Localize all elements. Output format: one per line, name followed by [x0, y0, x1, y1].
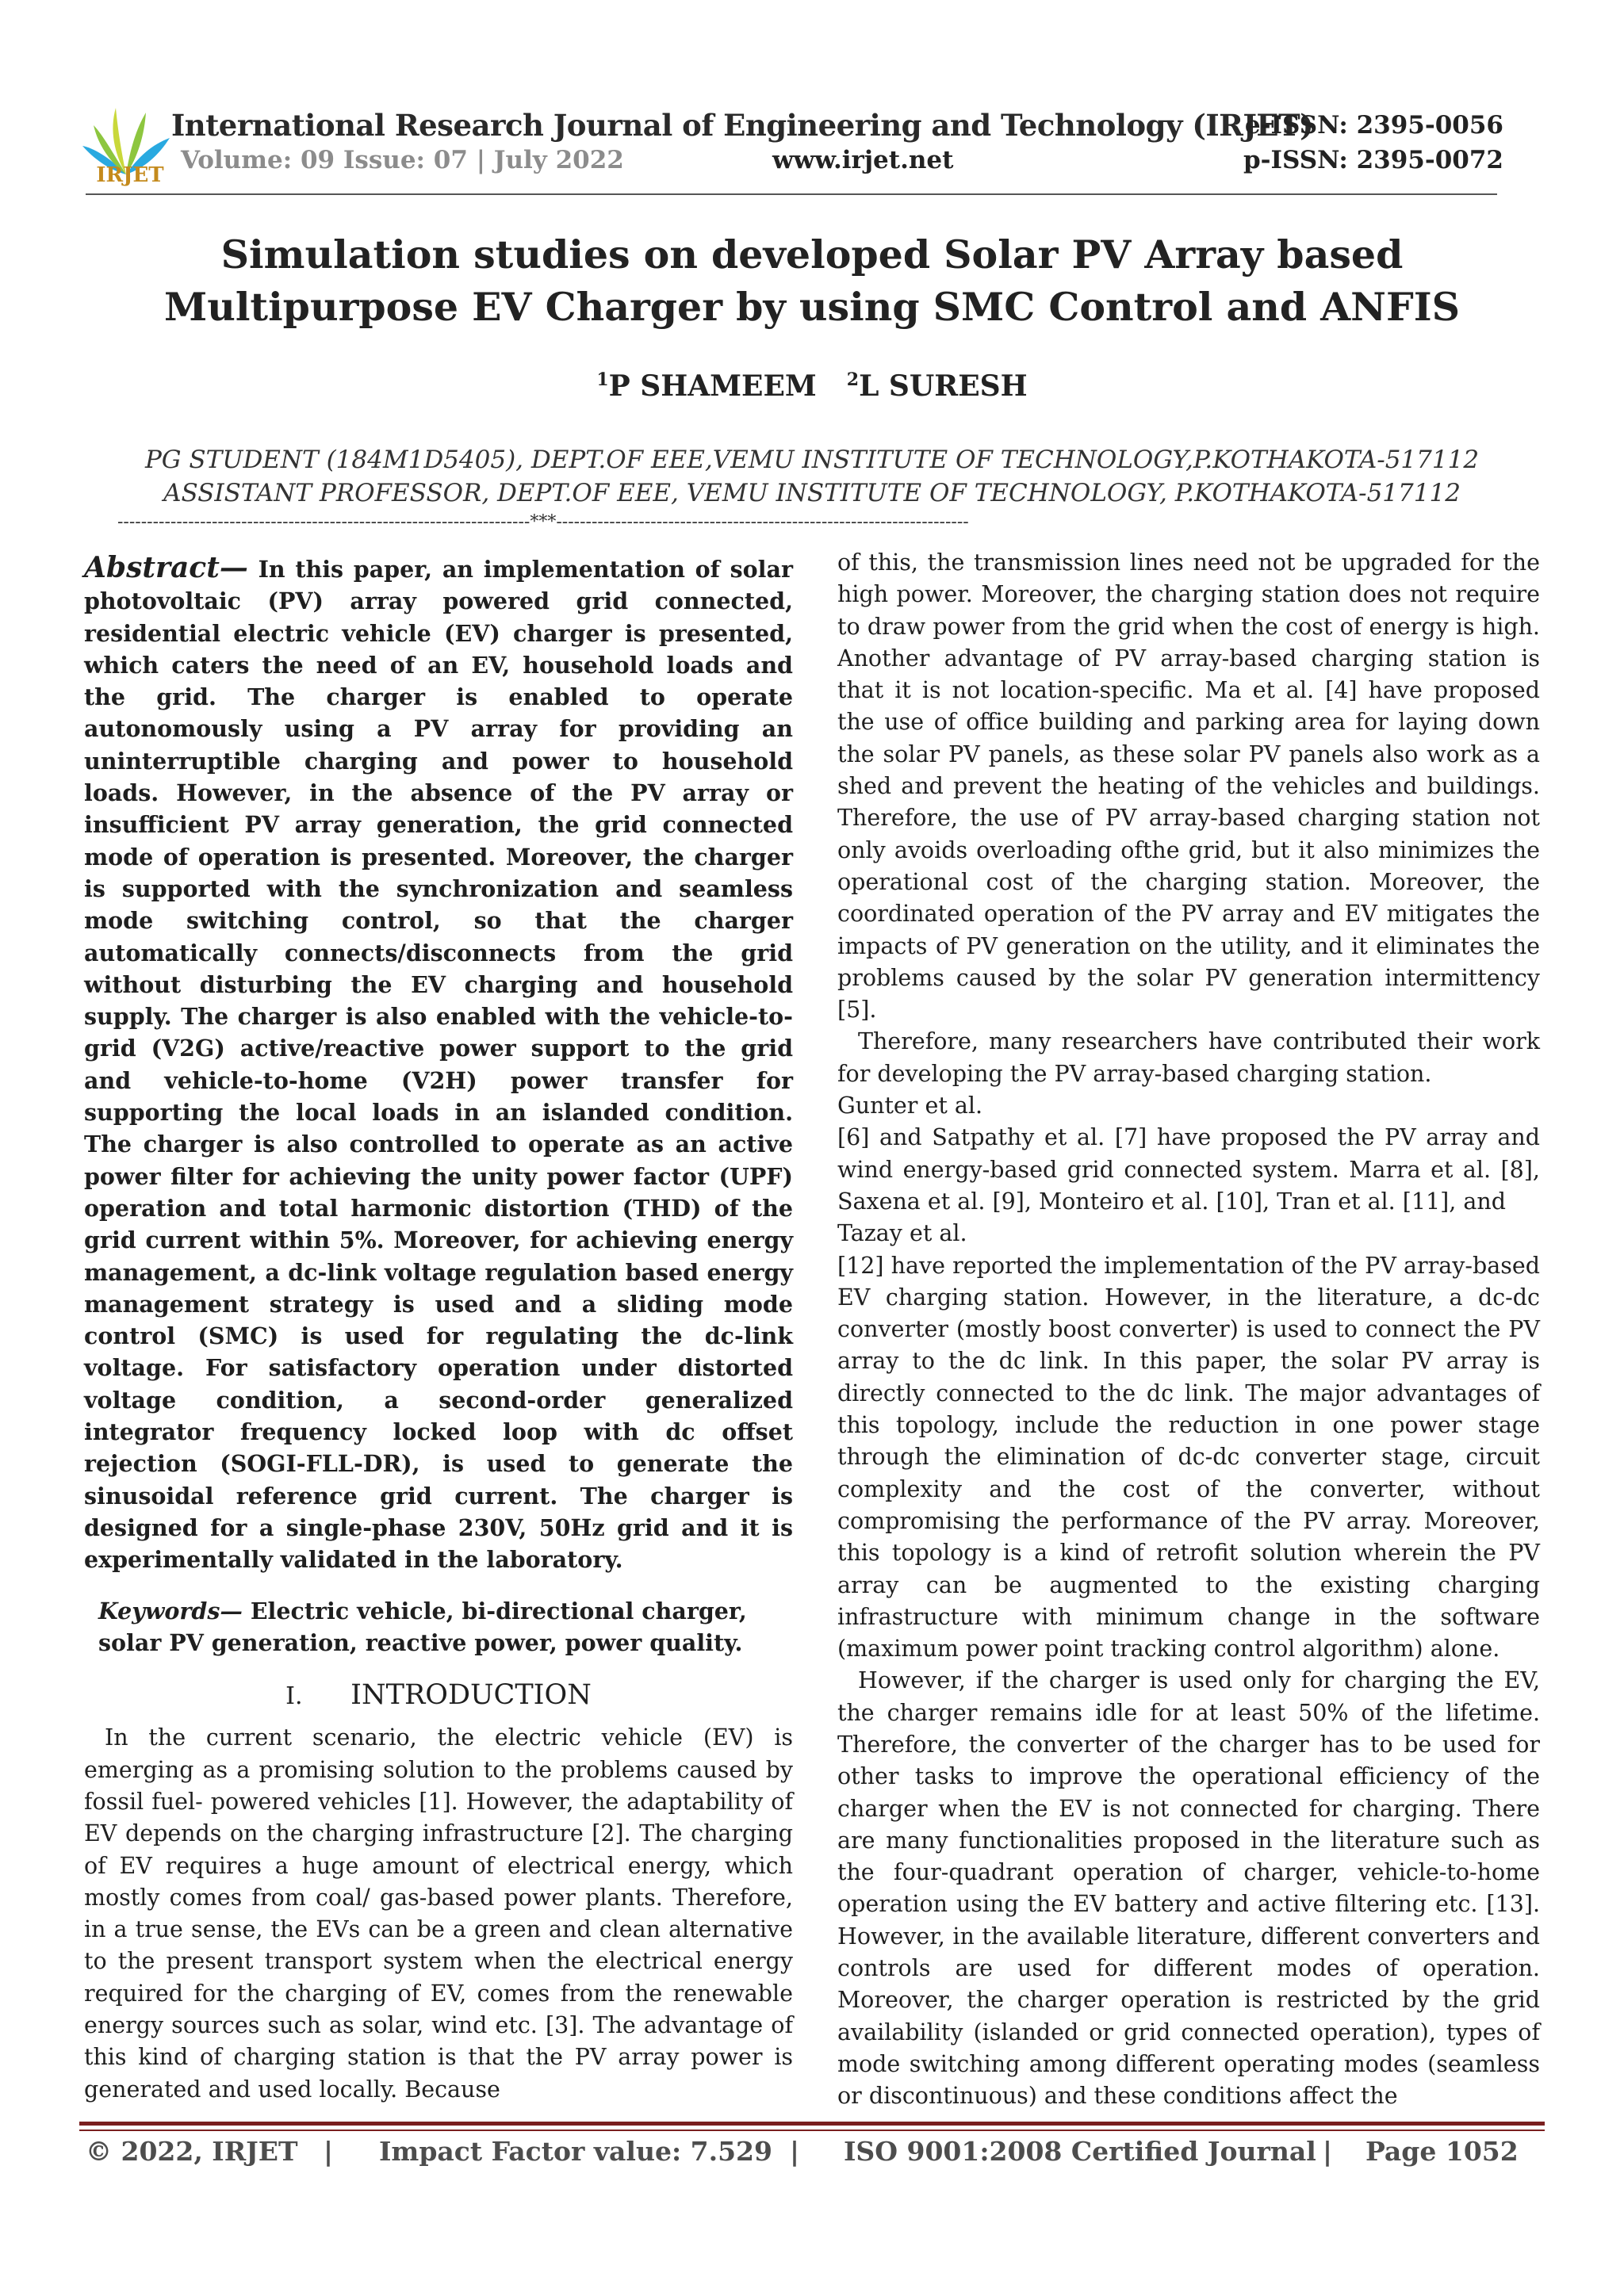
section-number: I.: [285, 1682, 303, 1711]
footer-separator: |: [790, 2136, 800, 2167]
volume-issue: Volume: 09 Issue: 07 | July 2022: [181, 146, 624, 174]
journal-name: International Research Journal of Engineering and Technology (IRJET): [171, 108, 1314, 143]
right-paragraph-2: Therefore, many researchers have contributed their work for developing the PV array-based charging station.: [837, 1028, 1540, 1087]
author-1: P SHAMEEM: [608, 369, 817, 403]
author1-number: 1: [596, 369, 609, 390]
footer-separator: |: [324, 2136, 334, 2167]
footer-separator: |: [1323, 2136, 1333, 2167]
keywords-label: Keywords—: [98, 1597, 243, 1624]
author-list: [0, 369, 1624, 403]
keywords-text: Electric vehicle, bi-directional charger, solar PV generation, reactive power, power quality.: [98, 1597, 747, 1656]
section-title: INTRODUCTION: [350, 1679, 592, 1712]
footer-rule-thin: [79, 2130, 1545, 2131]
footer-page-number: Page 1052: [1365, 2136, 1519, 2167]
header-divider: [86, 193, 1497, 195]
e-issn: e-ISSN: 2395-0056: [1244, 111, 1503, 140]
logo-text: IRJET: [96, 163, 164, 187]
footer-impact-factor: Impact Factor value: 7.529: [379, 2136, 772, 2167]
section-heading-introduction: [84, 1679, 793, 1712]
affiliation-2: ASSISTANT PROFESSOR, DEPT.OF EEE, VEMU INSTITUTE OF TECHNOLOGY, P.KOTHAKOTA-517112: [163, 479, 1461, 507]
title-line-1: Simulation studies on developed Solar PV Array based: [220, 232, 1404, 277]
author2-number: 2: [846, 369, 860, 390]
right-paragraph-2-end: Gunter et al.: [837, 1093, 983, 1119]
footer-rule-thick: [79, 2122, 1545, 2126]
right-paragraph-3-end: Tazay et al.: [837, 1220, 967, 1247]
title-line-2: Multipurpose EV Charger by using SMC Control and ANFIS: [163, 284, 1461, 330]
affiliation-1: PG STUDENT (184M1D5405), DEPT.OF EEE,VEMU INSTITUTE OF TECHNOLOGY,P.KOTHAKOTA-517112: [144, 446, 1480, 474]
abstract: [84, 552, 793, 1576]
abstract-text: In this paper, an implementation of solar photovoltaic (PV) array powered grid connected, residential electric vehicle (EV) charger is presented, which caters the need of an EV, household loads and the grid. The charger is enabled to operate autonomously using a PV array for providing an uninterruptible charging and power to household loads. However, in the absence of the PV array or insufficient PV array generation, the grid connected mode of operation is presented. Moreover, the charger is supported with the synchronization and seamless mode switching control, so that the charger automatically connects/disconnects from the grid without disturbing the EV charging and household supply. The charger is also enabled with the vehicle-to-grid (V2G) active/reactive power support to the grid and vehicle-to-home (V2H) power transfer for supporting the local loads in an islanded condition. The charger is also controlled to operate as an active power filter for achieving the unity power factor (UPF) operation and total harmonic distortion (THD) of the grid current within 5%. Moreover, for achieving energy management, a dc-link voltage regulation based energy management strategy is used and a sliding mode control (SMC) is used for regulating the dc-link voltage. For satisfactory operation under distorted voltage condition, a second-order generalized integrator frequency locked loop with dc offset rejection (SOGI-FLL-DR), is used to generate the sinusoidal reference grid current. The charger is designed for a single-phase 230V, 50Hz grid and it is experimentally validated in the laboratory.: [84, 556, 793, 1574]
right-paragraph-4: [12] have reported the implementation of the PV array-based EV charging station. However, in the literature, a dc-dc converter (mostly boost converter) is used to connect the PV array to the dc link. In this paper, the solar PV array is directly connected to the dc link. The major advantages of this topology, include the reduction in one power stage through the elimination of dc-dc converter stage, circuit complexity and the cost of the converter, without compromising the performance of the PV array. Moreover, this topology is a kind of retrofit solution wherein the PV array can be augmented to the existing charging infrastructure with minimum change in the software (maximum power point tracking control algorithm) alone.: [837, 1252, 1540, 1663]
section-separator: ----------------------------------------------------------------------***----------------------------------------------------------------------: [117, 512, 969, 532]
intro-paragraph-1: In the current scenario, the electric vehicle (EV) is emerging as a promising solution to the problems caused by fossil fuel- powered vehicles [1]. However, the adaptability of EV depends on the charging infrastructure [2]. The charging of EV requires a huge amount of electrical energy, which mostly comes from coal/ gas-based power plants. Therefore, in a true sense, the EVs can be a green and clean alternative to the present transport system when the electrical energy required for the charging of EV, comes from the renewable energy sources such as solar, wind etc. [3]. The advantage of this kind of charging station is that the PV array power is generated and used locally. Because: [84, 1724, 793, 2103]
right-paragraph-1: of this, the transmission lines need not be upgraded for the high power. Moreover, the charging station does not require to draw power from the grid when the cost of energy is high. Another advantage of PV array-based charging station is that it is not location-specific. Ma et al. [4] have proposed the use of office building and parking area for laying down the solar PV panels, as these solar PV panels also work as a shed and prevent the heating of the vehicles and buildings. Therefore, the use of PV array-based charging station not only avoids overloading ofthe grid, but it also minimizes the operational cost of the charging station. Moreover, the coordinated operation of the PV array and EV mitigates the impacts of PV generation on the utility, and it eliminates the problems caused by the solar PV generation intermittency [5].: [837, 549, 1540, 1024]
keywords: [98, 1595, 779, 1659]
left-column: [84, 552, 793, 2106]
paper-title: [127, 228, 1497, 333]
right-paragraph-5: However, if the charger is used only for charging the EV, the charger remains idle for at least 50% of the lifetime. Therefore, the converter of the charger has to be used for other tasks to improve the operational efficiency of the charger when the EV is not connected for charging. There are many functionalities proposed in the literature such as the four-quadrant operation of charger, vehicle-to-home operation using the EV battery and active filtering etc. [13]. However, in the available literature, different converters and controls are used for different modes of operation. Moreover, the charger operation is restricted by the grid availability (islanded or grid connected operation), types of mode switching among different operating modes (seamless or discontinuous) and these conditions affect the: [837, 1667, 1540, 2110]
footer-iso: ISO 9001:2008 Certified Journal: [844, 2136, 1316, 2167]
journal-website: www.irjet.net: [772, 146, 954, 174]
footer-copyright: © 2022, IRJET: [86, 2136, 298, 2167]
author-2: L SURESH: [859, 369, 1028, 403]
right-paragraph-3: [6] and Satpathy et al. [7] have proposed the PV array and wind energy-based grid connected system. Marra et al. [8], Saxena et al. [9], Monteiro et al. [10], Tran et al. [11], and: [837, 1124, 1540, 1215]
right-column: [837, 547, 1540, 2113]
abstract-label: Abstract—: [84, 551, 248, 584]
p-issn: p-ISSN: 2395-0072: [1243, 146, 1503, 174]
